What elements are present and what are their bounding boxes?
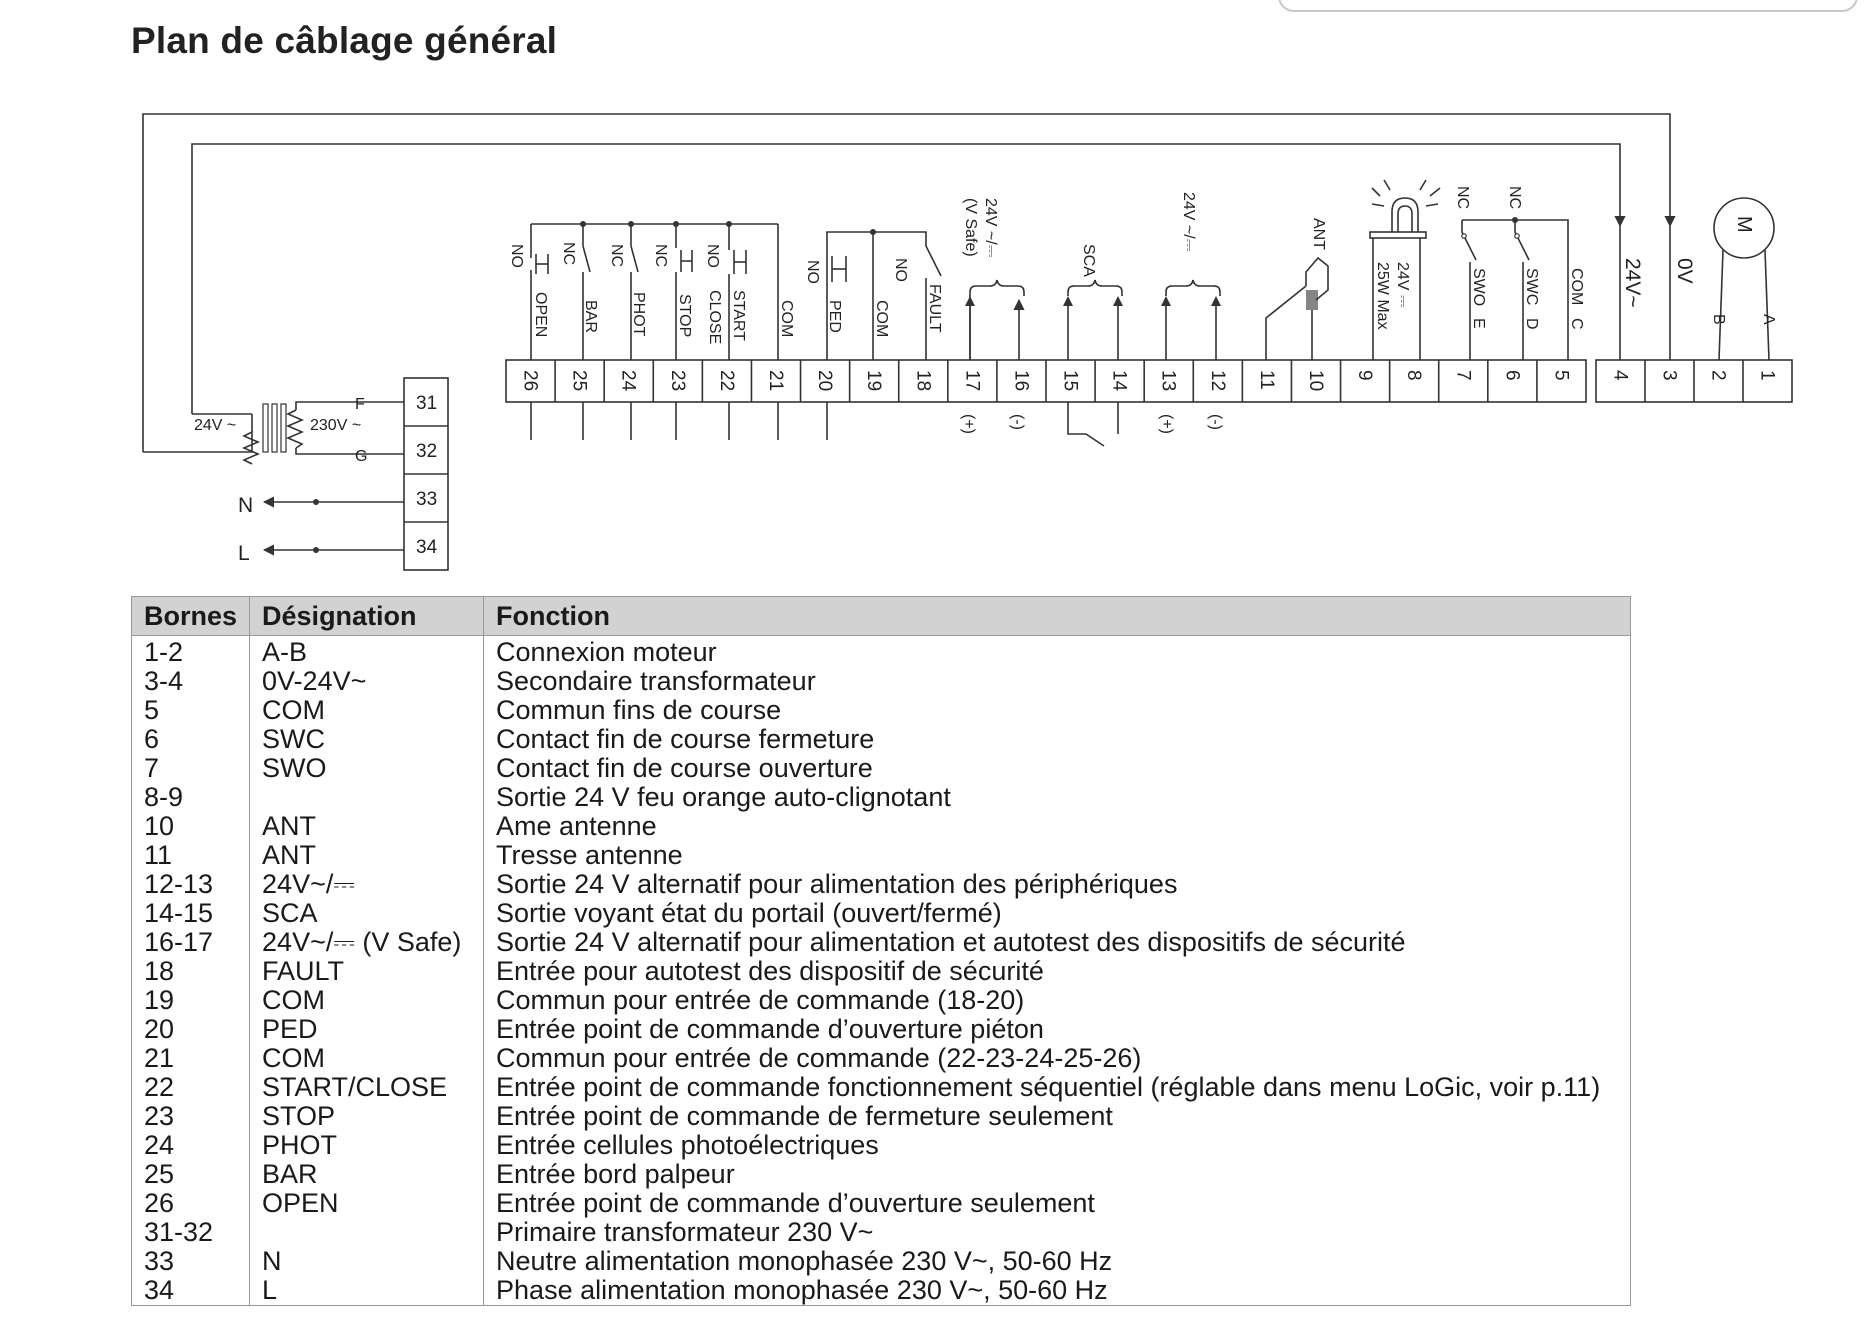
cell-designation: 0V-24V~ [250,667,484,696]
cell-bornes: 34 [132,1276,250,1306]
terminal-number: 8 [1403,370,1425,381]
v24-label: 24V~ [1621,258,1644,308]
cell-fonction: Entrée point de commande d’ouverture piéton [484,1015,1631,1044]
nc-label-23: NC [652,244,669,268]
e-label: E [1470,318,1487,329]
cell-bornes: 33 [132,1247,250,1276]
table-row [132,1189,1631,1218]
terminal-number: 9 [1354,370,1376,381]
cell-fonction: Neutre alimentation monophasée 230 V~, 50-60 Hz [484,1247,1631,1276]
terminal-number: 31 [416,393,438,414]
c-label: C [1568,318,1585,330]
cell-fonction: Entrée point de commande fonctionnement séquentiel (réglable dans menu LoGic, voir p.11) [484,1073,1631,1102]
no-label-20: NO [804,260,821,284]
phot-label: PHOT [630,292,647,337]
minus-label-16: (-) [1009,414,1026,430]
terminal-number: 7 [1452,370,1474,381]
cell-fonction: Contact fin de course fermeture [484,725,1631,754]
terminal-strip-main [506,360,1586,402]
terminal-number: 21 [765,370,786,392]
terminal-number: 3 [1658,370,1680,381]
cell-fonction: Sortie 24 V alternatif pour alimentation et autotest des dispositifs de sécurité [484,928,1631,957]
flashing-lamp [1370,180,1440,360]
transformer-g-label: G [355,448,368,465]
cell-designation: SWC [250,725,484,754]
cell-fonction: Sortie 24 V feu orange auto-clignotant [484,783,1631,812]
cell-bornes: 14-15 [132,899,250,928]
terminal-number: 5 [1550,370,1572,381]
cell-fonction: Commun pour entrée de commande (18-20) [484,986,1631,1015]
v0-label: 0V [1673,258,1696,284]
cell-designation [250,1218,484,1247]
nc-label-6: NC [1506,186,1523,210]
ped-label: PED [826,300,843,333]
cell-bornes: 10 [132,812,250,841]
motor-section [1620,198,1777,360]
antenna [1266,218,1328,360]
header-bornes: Bornes [132,597,250,636]
terminal-strip-power [404,378,448,570]
plus-label-13: (+) [1158,414,1175,434]
no-label-22: NO [704,244,721,268]
motor-label: M [1733,216,1755,233]
sca-output [1063,244,1123,446]
cell-fonction: Connexion moteur [484,636,1631,668]
terminal-number: 11 [1255,370,1277,390]
table-row [132,899,1631,928]
table-row [132,1276,1631,1306]
table-row [132,1015,1631,1044]
cell-fonction: Commun pour entrée de commande (22-23-24-25-26) [484,1044,1631,1073]
terminal-number: 26 [519,370,541,392]
table-row [132,870,1631,899]
cell-designation: BAR [250,1160,484,1189]
cell-fonction: Entrée pour autotest des dispositif de sécurité [484,957,1631,986]
terminal-number: 6 [1501,370,1523,381]
cell-designation [250,783,484,812]
page-title: Plan de câblage général [131,20,558,61]
terminal-number: 22 [715,370,737,392]
cell-designation: SCA [250,899,484,928]
table-row [132,1044,1631,1073]
transformer-secondary-label: 24V ~ [194,417,237,434]
cell-bornes: 21 [132,1044,250,1073]
terminal-number: 18 [912,370,934,392]
terminal-number: 20 [814,370,836,392]
lamp-power-label: 25W Max [1374,262,1391,330]
cell-designation: ANT [250,841,484,870]
cell-bornes: 8-9 [132,783,250,812]
mains-input [238,494,404,565]
com-label-5: COM [1568,268,1585,306]
cell-bornes: 11 [132,841,250,870]
cell-designation: 24V~/⎓ [250,870,484,899]
cell-bornes: 26 [132,1189,250,1218]
cell-fonction: Ame antenne [484,812,1631,841]
no-label-18: NO [892,258,909,282]
cell-bornes: 1-2 [132,636,250,668]
cell-fonction: Secondaire transformateur [484,667,1631,696]
start-label: START [730,290,747,341]
vsafe-voltage-label: 24V ~/⎓ [982,198,999,258]
cell-bornes: 23 [132,1102,250,1131]
table-row [132,1131,1631,1160]
table-row [132,957,1631,986]
limit-switches [1454,186,1585,360]
nc-label-7: NC [1454,186,1471,210]
table-row [132,1218,1631,1247]
fault-label: FAULT [926,284,943,333]
transformer-primary-label: 230V ~ [310,417,362,434]
cell-bornes: 7 [132,754,250,783]
cell-bornes: 5 [132,696,250,725]
terminal-number: 10 [1305,370,1326,392]
table-row [132,928,1631,957]
vsafe-label: (V Safe) [962,198,979,257]
header-designation: Désignation [250,597,484,636]
table-row [132,1160,1631,1189]
cell-designation: 24V~/⎓ (V Safe) [250,928,484,957]
com-label-21: COM [778,300,795,338]
cell-bornes: 19 [132,986,250,1015]
terminal-table [131,596,1631,1306]
table-row [132,1102,1631,1131]
swc-label: SWC [1523,268,1540,306]
cell-fonction: Phase alimentation monophasée 230 V~, 50-60 Hz [484,1276,1631,1306]
cell-designation: START/CLOSE [250,1073,484,1102]
command-inputs [508,221,795,360]
cell-fonction: Entrée point de commande d’ouverture seulement [484,1189,1631,1218]
com-label-19: COM [873,300,890,338]
cell-fonction: Primaire transformateur 230 V~ [484,1218,1631,1247]
table-row [132,636,1631,668]
cell-designation: A-B [250,636,484,668]
cell-fonction: Contact fin de course ouverture [484,754,1631,783]
motor-b-label: B [1710,314,1727,325]
cell-bornes: 12-13 [132,870,250,899]
cell-fonction: Entrée bord palpeur [484,1160,1631,1189]
nc-label-25: NC [560,242,577,266]
table-row [132,783,1631,812]
cell-fonction: Commun fins de course [484,696,1631,725]
terminal-number: 25 [568,370,590,392]
terminal-number: 16 [1010,370,1032,392]
swo-label: SWO [1470,268,1487,307]
terminal-number: 33 [416,489,438,510]
wiring-diagram [0,0,1876,600]
terminal-number: 15 [1059,370,1081,392]
plus-label-17: (+) [960,414,977,434]
ant-label: ANT [1310,218,1327,250]
table-row [132,725,1631,754]
cell-designation: PED [250,1015,484,1044]
table-row [132,667,1631,696]
cell-bornes: 20 [132,1015,250,1044]
table-row [132,1247,1631,1276]
close-label: CLOSE [706,290,723,345]
cell-designation: STOP [250,1102,484,1131]
cell-designation: COM [250,1044,484,1073]
terminal-number: 1 [1756,370,1778,381]
cell-designation: L [250,1276,484,1306]
cell-bornes: 3-4 [132,667,250,696]
mains-n-label: N [238,494,254,517]
cell-bornes: 18 [132,957,250,986]
cell-fonction: Entrée point de commande de fermeture seulement [484,1102,1631,1131]
cell-designation: SWO [250,754,484,783]
cell-fonction: Entrée cellules photoélectriques [484,1131,1631,1160]
cell-fonction: Sortie voyant état du portail (ouvert/fermé) [484,899,1631,928]
cell-designation: COM [250,696,484,725]
terminal-strip-right [1596,360,1792,402]
terminal-number: 4 [1609,370,1631,381]
minus-label-12: (-) [1207,414,1224,430]
cell-designation: ANT [250,812,484,841]
table-row [132,986,1631,1015]
cell-bornes: 16-17 [132,928,250,957]
mains-l-label: L [238,542,250,565]
bar-label: BAR [582,300,599,333]
terminal-number: 34 [416,537,438,558]
transformer-symbol [143,396,404,465]
sca-label: SCA [1080,244,1097,277]
table-row [132,696,1631,725]
cell-bornes: 25 [132,1160,250,1189]
terminal-number: 13 [1157,370,1179,392]
cell-bornes: 31-32 [132,1218,250,1247]
terminal-number: 17 [961,370,983,392]
motor-a-label: A [1760,314,1777,325]
cell-designation: PHOT [250,1131,484,1160]
table-row [132,754,1631,783]
transformer-f-label: F [355,396,365,413]
table-row [132,1073,1631,1102]
cell-designation: FAULT [250,957,484,986]
cell-designation: N [250,1247,484,1276]
terminal-number: 19 [863,370,885,392]
cell-designation: OPEN [250,1189,484,1218]
terminal-number: 32 [416,441,438,462]
open-label: OPEN [532,292,549,338]
lamp-voltage-label: 24V ⎓ [1394,262,1411,308]
periph-voltage-label: 24V ~/⎓ [1180,192,1197,252]
cell-fonction: Tresse antenne [484,841,1631,870]
terminal-number: 23 [666,370,688,392]
terminal-number: 12 [1206,370,1228,392]
table-row [132,841,1631,870]
nc-label-24: NC [608,244,625,268]
terminal-number: 2 [1707,370,1729,381]
ped-fault-inputs [804,229,943,360]
cell-bornes: 24 [132,1131,250,1160]
no-label-26: NO [508,244,525,268]
cell-designation: COM [250,986,484,1015]
terminal-number: 14 [1108,370,1130,392]
cell-fonction: Sortie 24 V alternatif pour alimentation des périphériques [484,870,1631,899]
table-row [132,812,1631,841]
terminal-number: 24 [617,370,639,392]
d-label: D [1523,318,1540,330]
cell-bornes: 6 [132,725,250,754]
header-fonction: Fonction [484,597,1631,636]
stop-label: STOP [676,294,693,338]
cell-bornes: 22 [132,1073,250,1102]
